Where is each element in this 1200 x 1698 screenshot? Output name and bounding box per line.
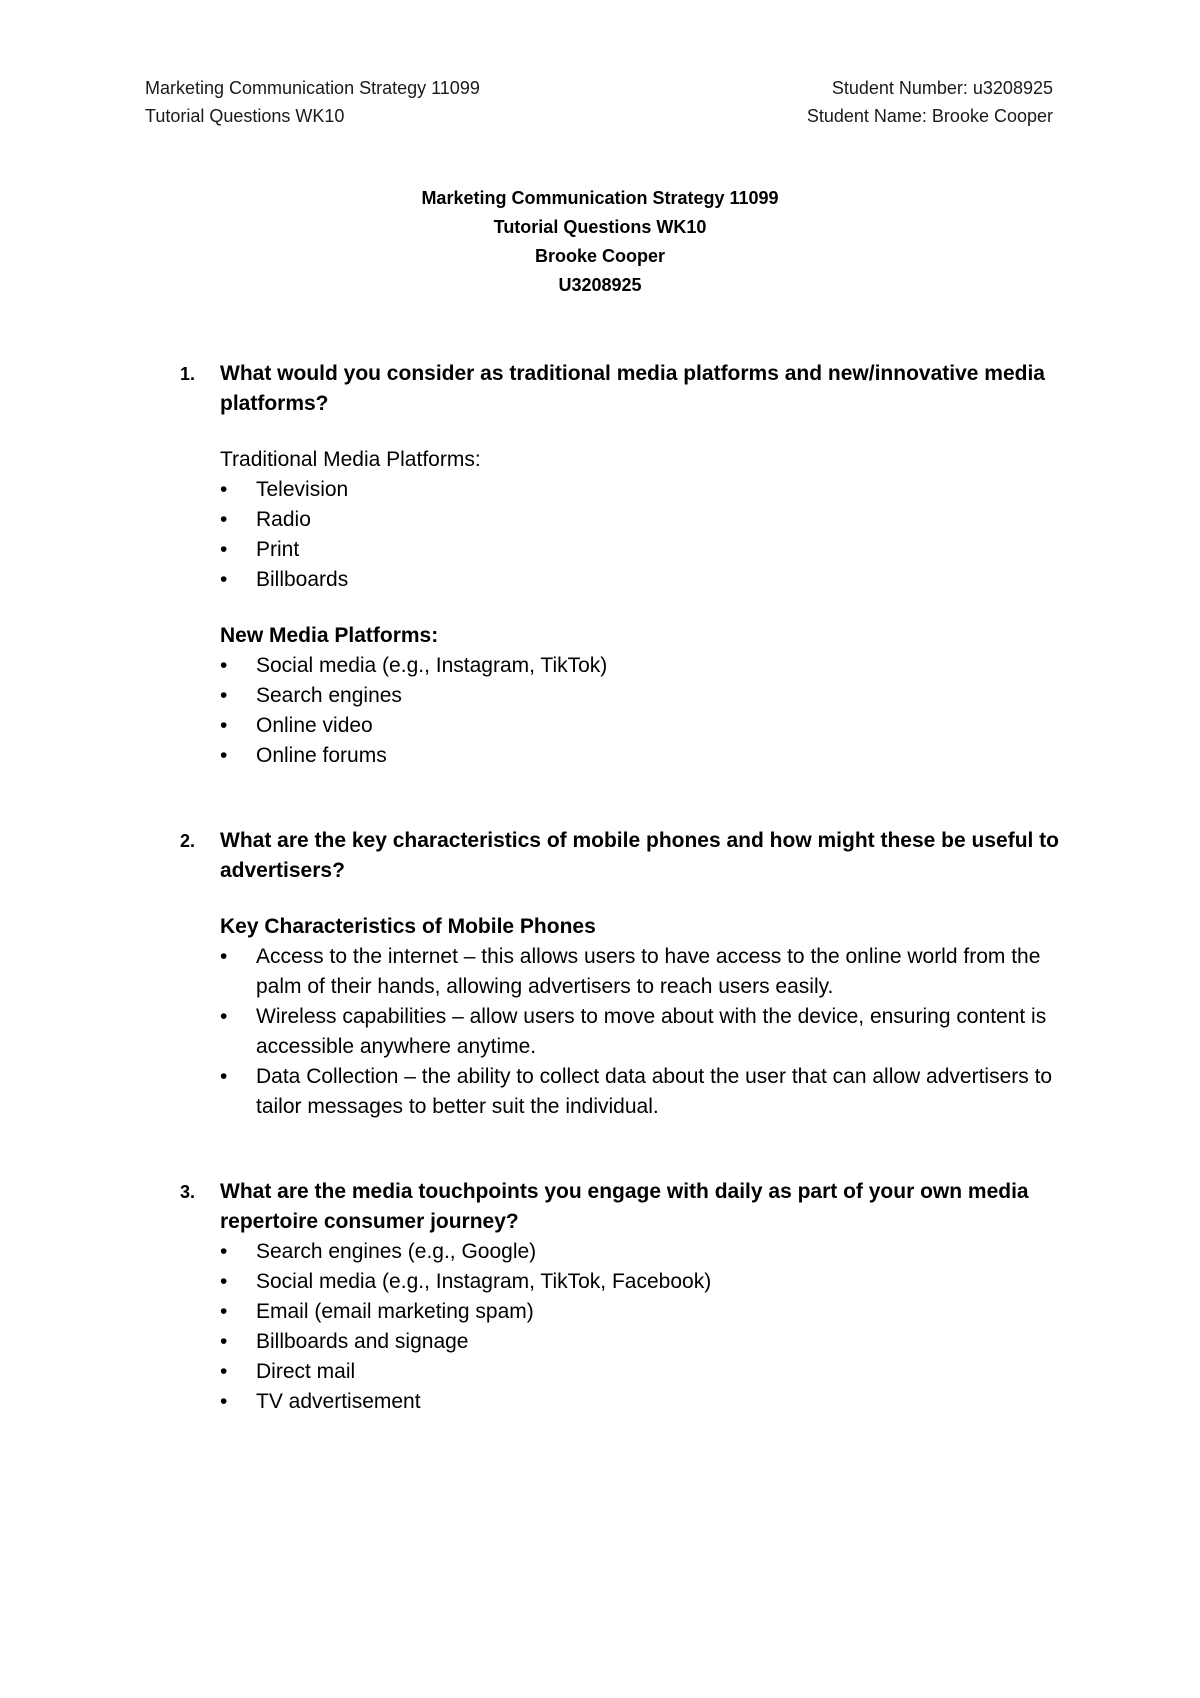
list-item: • Search engines (e.g., Google) <box>220 1237 1080 1267</box>
list-item: • Social media (e.g., Instagram, TikTok, Facebook) <box>220 1267 1080 1297</box>
list-item: • Online forums <box>220 741 1080 771</box>
question-text: What would you consider as traditional media platforms and new/innovative media platforms? <box>220 362 1045 415</box>
list-item: • Wireless capabilities – allow users to move about with the device, ensuring content is accessible anywhere anytime. <box>220 1002 1080 1062</box>
question-2 <box>180 826 1080 1122</box>
list-item: • Data Collection – the ability to collect data about the user that can allow advertisers to tailor messages to better suit the individual. <box>220 1062 1080 1122</box>
list-item: • Billboards <box>220 565 1080 595</box>
bullet-list-traditional <box>220 475 1080 595</box>
question-number: 3. <box>180 1182 196 1202</box>
list-item: • Direct mail <box>220 1357 1080 1387</box>
header-student-number: Student Number: u3208925 <box>831 78 1053 98</box>
header-left <box>145 74 480 130</box>
list-item: • Access to the internet – this allows users to have access to the online world from the palm of their hands, allowing advertisers to reach users easily. <box>220 942 1080 1002</box>
list-item: • Search engines <box>220 681 1080 711</box>
list-item: • Online video <box>220 711 1080 741</box>
title-name: Brooke Cooper <box>534 246 666 266</box>
header-tutorial: Tutorial Questions WK10 <box>145 106 345 126</box>
section-heading-traditional: Traditional Media Platforms: <box>220 448 481 471</box>
question-number: 1. <box>180 364 196 384</box>
list-item: • Television <box>220 475 1080 505</box>
header-student-name: Student Name: Brooke Cooper <box>806 106 1053 126</box>
question-text: What are the key characteristics of mobile phones and how might these be useful to advertisers? <box>220 829 1060 882</box>
list-item: • Email (email marketing spam) <box>220 1297 1080 1327</box>
title-block <box>0 184 1200 300</box>
section-heading-new-media: New Media Platforms: <box>220 624 439 647</box>
list-item: • Radio <box>220 505 1080 535</box>
bullet-list-touchpoints <box>220 1237 1080 1417</box>
header-course: Marketing Communication Strategy 11099 <box>145 78 480 98</box>
question-list <box>180 359 1080 1417</box>
section-heading-key-characteristics: Key Characteristics of Mobile Phones <box>220 915 596 938</box>
header-right <box>807 74 1053 130</box>
question-3 <box>180 1177 1080 1417</box>
title-tutorial: Tutorial Questions WK10 <box>493 217 707 237</box>
list-item: • Billboards and signage <box>220 1327 1080 1357</box>
list-item: • Print <box>220 535 1080 565</box>
bullet-list-characteristics <box>220 942 1080 1122</box>
title-course: Marketing Communication Strategy 11099 <box>421 188 779 208</box>
list-item: • Social media (e.g., Instagram, TikTok) <box>220 651 1080 681</box>
bullet-list-new-media <box>220 651 1080 771</box>
title-id: U3208925 <box>558 275 642 295</box>
list-item: • TV advertisement <box>220 1387 1080 1417</box>
question-text: What are the media touchpoints you engage with daily as part of your own media repertoire consumer journey? <box>220 1180 1029 1233</box>
question-number: 2. <box>180 831 196 851</box>
question-1 <box>180 359 1080 771</box>
